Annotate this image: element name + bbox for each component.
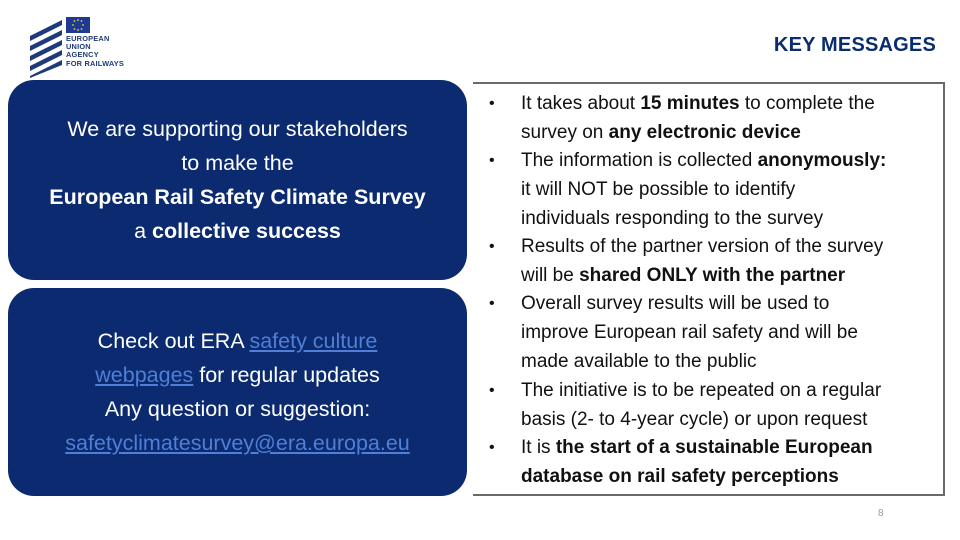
support-line-2: to make the (181, 151, 294, 175)
logo-wordmark: EUROPEAN UNION AGENCY FOR RAILWAYS (66, 34, 124, 68)
question-prompt: Any question or suggestion: (104, 397, 371, 421)
bullet-icon: • (489, 95, 495, 112)
key-messages-list: • It takes about 15 minutes to complete the survey on any electronic device • The information is collected anonymously: it will NOT be possible to identify individuals responding to the survey • Results of the partner version of the survey will be shared ONLY with the partner • Overall survey results will be used to improve European rail safety and will be made available to the public • The initiative is to be repeated on a regular basis (2- to 4-year cycle) or upon request • It is the start of a sustainable European database on rail safety perceptions (473, 82, 945, 496)
page-number: 8 (878, 508, 884, 519)
bullet-icon: • (489, 152, 495, 169)
era-logo (28, 14, 158, 76)
safety-culture-link[interactable]: safety culture (249, 329, 378, 353)
email-link[interactable]: safetyclimatesurvey@era.europa.eu (65, 431, 410, 455)
railway-stripes-icon (28, 18, 64, 78)
support-panel (8, 80, 467, 280)
contact-line-1: Check out ERA safety culture (97, 329, 378, 353)
bullet-icon: • (489, 238, 495, 255)
eu-flag-icon (66, 17, 90, 33)
contact-panel (8, 288, 467, 496)
webpages-link[interactable]: webpages (95, 363, 194, 387)
support-line-1: We are supporting our stakeholders (67, 117, 408, 141)
bullet-icon: • (489, 439, 495, 456)
bullet-icon: • (489, 382, 495, 399)
contact-line-2: webpages for regular updates (95, 363, 380, 387)
contact-line-4 (65, 426, 410, 460)
support-line-4: a collective success (134, 219, 341, 243)
slide-title: KEY MESSAGES (773, 34, 936, 56)
survey-name: European Rail Safety Climate Survey (49, 185, 426, 209)
bullet-icon: • (489, 295, 495, 312)
